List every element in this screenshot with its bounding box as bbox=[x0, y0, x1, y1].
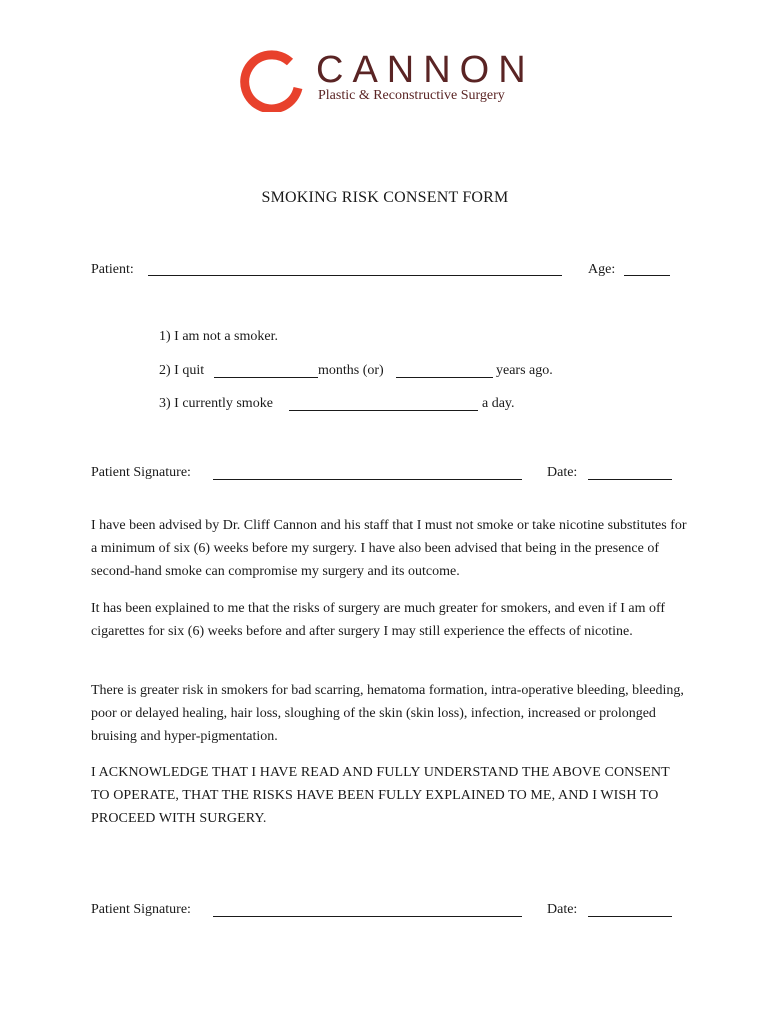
option-current-suffix: a day. bbox=[482, 396, 515, 411]
date-field-bottom[interactable] bbox=[588, 916, 672, 917]
patient-name-field[interactable] bbox=[148, 275, 562, 276]
acknowledgement-paragraph: I ACKNOWLEDGE THAT I HAVE READ AND FULLY UNDERSTAND THE ABOVE CONSENT TO OPERATE, THAT THE RISKS HAVE BEEN FULLY EXPLAINED TO ME, AND I WISH TO PROCEED WITH SURGERY. bbox=[91, 765, 670, 826]
date-field-top[interactable] bbox=[588, 479, 672, 480]
consent-paragraph-2: It has been explained to me that the risks of surgery are much greater for smokers, and even if I am off cigarettes for six (6) weeks before and after surgery I may still experience the effects of nicotine. bbox=[91, 601, 666, 639]
signature-field-top[interactable] bbox=[213, 479, 522, 480]
signature-label-bottom: Patient Signature: bbox=[91, 902, 191, 917]
brand-name: CANNON bbox=[316, 49, 535, 91]
form-title: SMOKING RISK CONSENT FORM bbox=[261, 189, 509, 206]
quit-months-field[interactable] bbox=[214, 377, 318, 378]
age-label: Age: bbox=[588, 262, 616, 277]
option-quit-prefix: 2) I quit bbox=[159, 363, 205, 378]
brand-logo bbox=[238, 48, 538, 112]
current-smoke-amount-field[interactable] bbox=[289, 410, 478, 411]
date-label-top: Date: bbox=[547, 465, 578, 480]
option-current-prefix: 3) I currently smoke bbox=[159, 396, 273, 411]
date-label-bottom: Date: bbox=[547, 902, 578, 917]
brand-subtitle: Plastic & Reconstructive Surgery bbox=[318, 88, 505, 103]
consent-paragraph-3: There is greater risk in smokers for bad scarring, hematoma formation, intra-operative bleeding, bleeding, poor or delayed healing, hair loss, sloughing of the skin (skin loss), infection, increased or prolonged bruising and hyper-pigmentation. bbox=[91, 683, 684, 744]
quit-years-field[interactable] bbox=[396, 377, 493, 378]
option-non-smoker: 1) I am not a smoker. bbox=[159, 329, 278, 344]
option-quit-mid: months (or) bbox=[318, 363, 384, 378]
ring-logo-icon bbox=[238, 48, 304, 112]
option-quit-suffix: years ago. bbox=[496, 363, 553, 378]
age-field[interactable] bbox=[624, 275, 670, 276]
signature-label-top: Patient Signature: bbox=[91, 465, 191, 480]
signature-field-bottom[interactable] bbox=[213, 916, 522, 917]
consent-paragraph-1: I have been advised by Dr. Cliff Cannon and his staff that I must not smoke or take nicotine substitutes for a minimum of six (6) weeks before my surgery. I have also been advised that being in the presence of second-hand smoke can compromise my surgery and its outcome. bbox=[91, 518, 687, 579]
patient-label: Patient: bbox=[91, 262, 134, 277]
